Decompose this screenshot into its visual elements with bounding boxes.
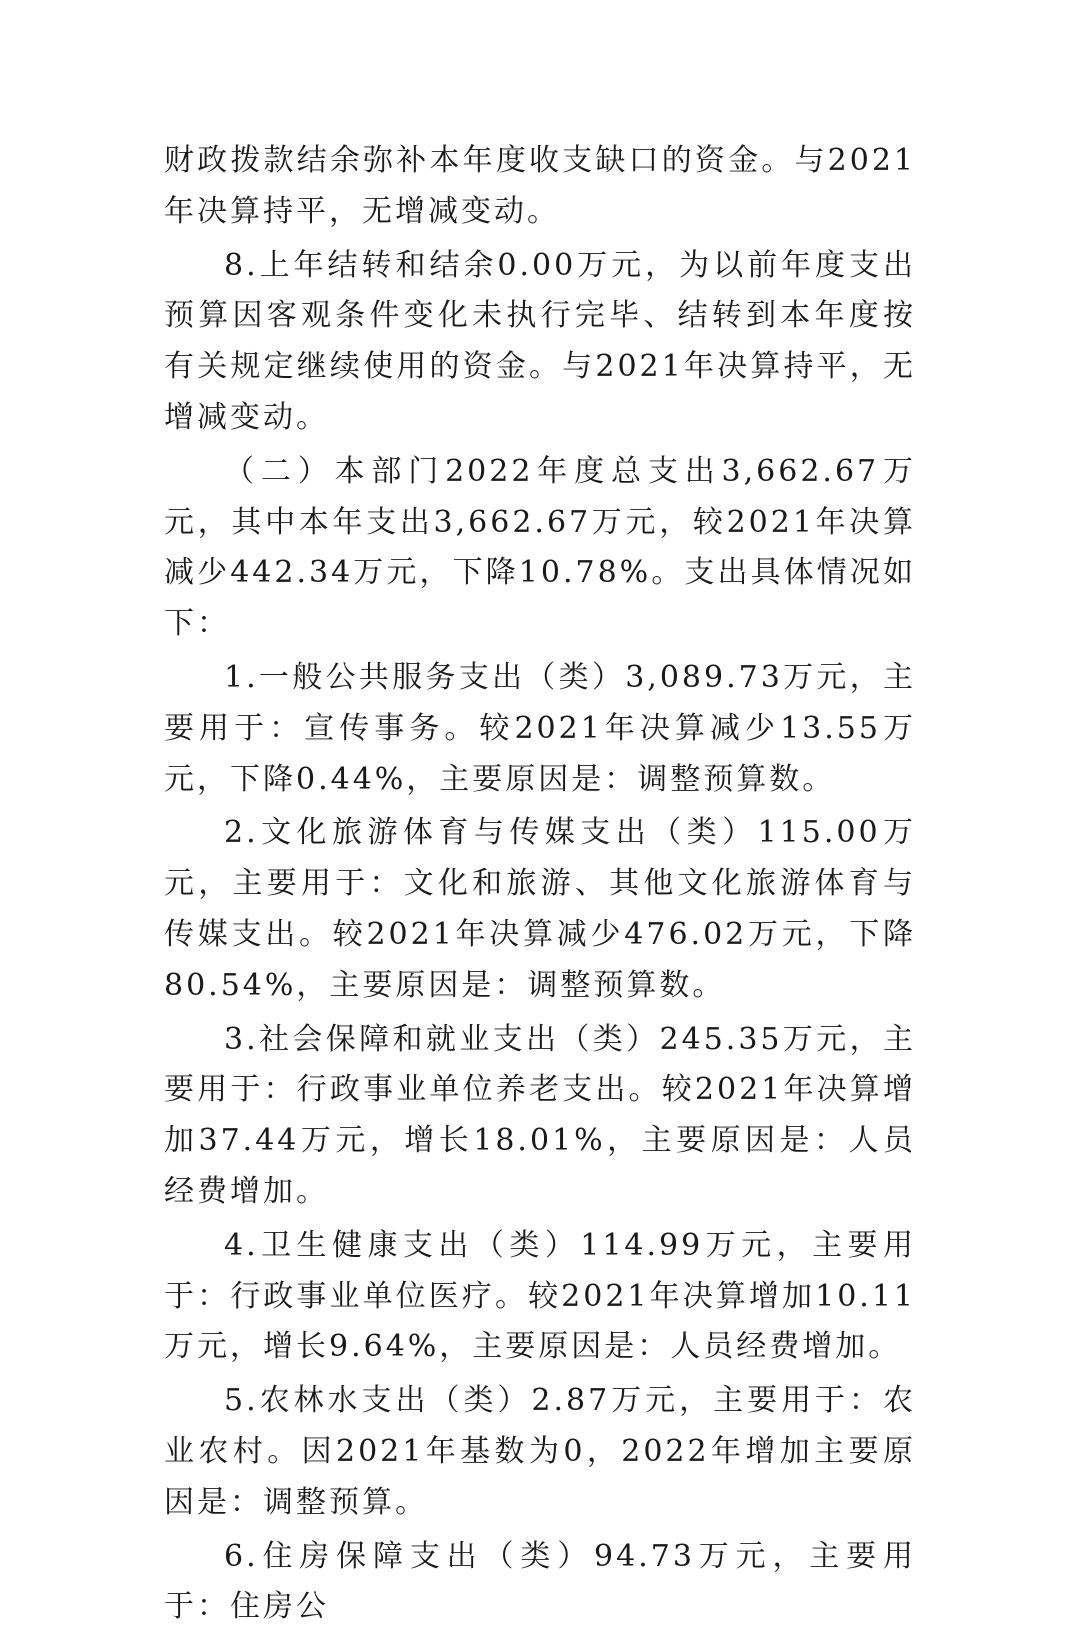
document-body (164, 136, 916, 1633)
paragraph-fiscal-balance-continued: 财政拨款结余弥补本年度收支缺口的资金。与2021年决算持平，无增减变动。 (164, 143, 916, 229)
paragraph-item-2-culture-tourism-sports-media: 2.文化旅游体育与传媒支出（类）115.00万元，主要用于：文化和旅游、其他文化旅游体育与传媒支出。较2021年决算减少476.02万元，下降80.54%，主要原因是：调整预算数。 (164, 815, 916, 1003)
paragraph-item-6-housing-security: 6.住房保障支出（类）94.73万元，主要用于：住房公 (164, 1538, 916, 1625)
paragraph-item-4-health: 4.卫生健康支出（类）114.99万元，主要用于：行政事业单位医疗。较2021年决算增加10.11万元，增长9.64%，主要原因是：人员经费增加。 (164, 1227, 916, 1365)
paragraph-item-3-social-security-employment: 3.社会保障和就业支出（类）245.35万元，主要用于：行政事业单位养老支出。较2021年决算增加37.44万元，增长18.01%，主要原因是：人员经费增加。 (164, 1021, 916, 1209)
paragraph-item-5-agriculture-forestry-water: 5.农林水支出（类）2.87万元，主要用于：农业农村。因2021年基数为0，2022年增加主要原因是：调整预算。 (164, 1383, 916, 1520)
paragraph-section-2-total-expenditure: （二）本部门2022年度总支出3,662.67万元，其中本年支出3,662.67万元，较2021年决算减少442.34万元，下降10.78%。支出具体情况如下： (164, 453, 916, 642)
paragraph-item-8-carryover: 8.上年结转和结余0.00万元，为以前年度支出预算因客观条件变化未执行完毕、结转到本年度按有关规定继续使用的资金。与2021年决算持平，无增减变动。 (164, 247, 916, 435)
paragraph-item-1-general-public-services: 1.一般公共服务支出（类）3,089.73万元，主要用于：宣传事务。较2021年决算减少13.55万元，下降0.44%，主要原因是：调整预算数。 (164, 659, 916, 797)
